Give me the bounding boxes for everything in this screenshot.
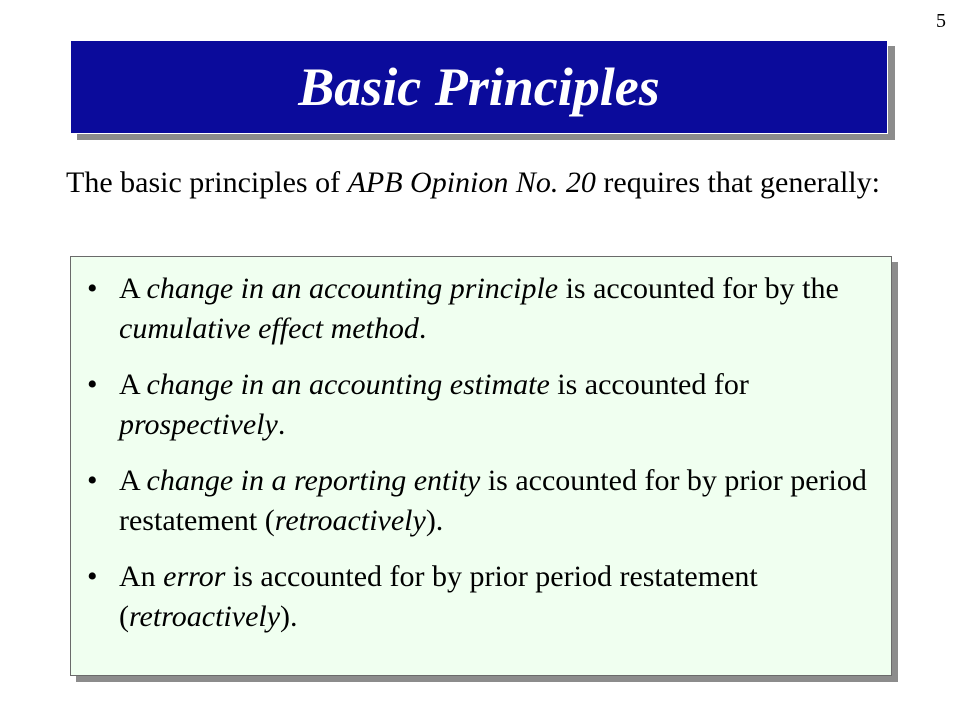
- principles-box: [70, 256, 892, 676]
- bullet-text: A: [119, 272, 147, 305]
- intro-text: The basic principles of: [66, 166, 348, 199]
- bullet-icon: •: [87, 272, 98, 305]
- intro-paragraph: [66, 163, 906, 203]
- bullet-icon: •: [87, 368, 98, 401]
- slide-number: 5: [936, 10, 946, 32]
- principles-list: [83, 269, 883, 653]
- bullet-text: is accounted for by prior period restatement (: [119, 560, 758, 633]
- bullet-text: ).: [425, 504, 444, 537]
- list-item: [83, 365, 883, 445]
- bullet-text: .: [418, 312, 427, 345]
- list-item: [83, 461, 883, 541]
- bullet-text: .: [277, 408, 286, 441]
- bullet-text-italic: cumulative effect method: [119, 312, 419, 345]
- bullet-text: A: [119, 464, 147, 497]
- bullet-text-italic: change in an accounting estimate: [146, 368, 550, 401]
- bullet-icon: •: [87, 464, 98, 497]
- bullet-text-italic: change in an accounting principle: [146, 272, 559, 305]
- bullet-text-italic: retroactively: [274, 504, 426, 537]
- slide-title: Basic Principles: [298, 57, 660, 117]
- list-item: [83, 557, 883, 637]
- bullet-text: An: [119, 560, 164, 593]
- bullet-text: ).: [280, 600, 298, 633]
- bullet-text-italic: retroactively: [129, 600, 281, 633]
- intro-text: requires that generally:: [595, 166, 880, 199]
- bullet-icon: •: [87, 560, 98, 593]
- bullet-text-italic: error: [163, 560, 226, 593]
- list-item: [83, 269, 883, 349]
- bullet-text-italic: change in a reporting entity: [146, 464, 481, 497]
- bullet-text: A: [119, 368, 147, 401]
- bullet-text-italic: prospectively: [119, 408, 278, 441]
- bullet-text: is accounted for by prior period restatement (: [119, 464, 867, 537]
- title-banner: [70, 40, 888, 134]
- bullet-text: is accounted for by the: [558, 272, 839, 305]
- bullet-text: is accounted for: [549, 368, 749, 401]
- intro-text-italic: APB Opinion No. 20: [347, 166, 596, 199]
